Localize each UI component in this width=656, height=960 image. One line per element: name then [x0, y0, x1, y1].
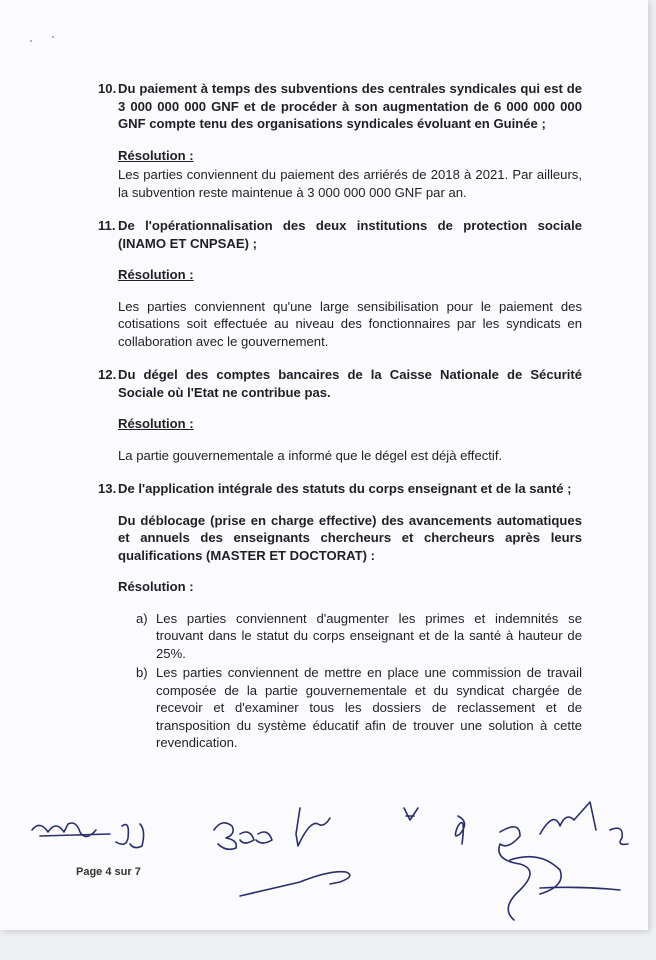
footer-stroke [240, 872, 350, 896]
item-10 [100, 80, 582, 201]
page-number: Page 4 sur 7 [76, 866, 141, 878]
item-13 [100, 480, 582, 752]
scan-speck [52, 36, 54, 38]
document-body [100, 80, 582, 768]
list-item-label: a) [136, 610, 148, 626]
signature-1 [32, 823, 110, 837]
list-item-label: b) [136, 665, 148, 680]
item-12 [100, 366, 582, 464]
item-number: 12. [98, 367, 117, 382]
item-subtitle: Du déblocage (prise en charge effective) des avancements automatiques et annuels des enseignants chercheurs et chercheurs après leurs qualifications (MASTER ET DOCTORAT) : [118, 512, 582, 563]
resolution-text: Les parties conviennent qu'une large sensibilisation pour le paiement des cotisations soit effectuée au niveau des fonctionnaires par les syndicats en collaboration avec le gouvernement. [118, 298, 582, 349]
scan-speck [30, 40, 32, 42]
signature-5 [404, 808, 418, 820]
item-title: De l'opérationnalisation des deux institutions de protection sociale (INAMO ET CNPSAE) ; [118, 218, 582, 251]
resolution-list [136, 610, 582, 752]
signature-4 [296, 808, 330, 846]
signature-6 [455, 816, 464, 844]
margin-mark [610, 828, 628, 844]
item-number: 10. [98, 81, 117, 96]
list-item-text: Les parties conviennent d'augmenter les primes et indemnités se trouvant dans le statut du corps enseignant et de la santé à hauteur de 25%. [156, 610, 582, 661]
item-number: 11. [98, 218, 116, 233]
resolution-label: Résolution : [118, 147, 194, 163]
resolution-label: Résolution : [118, 267, 194, 282]
signature-3 [214, 823, 272, 850]
item-title: Du dégel des comptes bancaires de la Caisse Nationale de Sécurité Sociale où l'Etat ne contribue pas. [118, 367, 582, 400]
list-item [136, 664, 582, 752]
signatures [0, 790, 648, 930]
signature-7 [499, 827, 561, 920]
signature-2 [116, 824, 144, 848]
list-item-text: Les parties conviennent de mettre en place une commission de travail composée de la partie gouvernementale et du syndicat chargée de recevoir et d'examiner tous les dossiers de reclassement et de transposition du système éducatif afin de trouver une solution à cette revendication. [156, 665, 582, 750]
item-title: Du paiement à temps des subventions des centrales syndicales qui est de 3 000 000 000 GNF et de procéder à son augmentation de 6 000 000 000 GNF compte tenu des organisations syndicales évoluant en Guinée ; [118, 81, 582, 131]
resolution-label: Résolution : [118, 579, 194, 594]
resolution-text: Les parties conviennent du paiement des arriérés de 2018 à 2021. Par ailleurs, la subvention reste maintenue à 3 000 000 000 GNF par an. [118, 167, 582, 200]
signature-8 [540, 802, 596, 834]
resolution-label: Résolution : [118, 416, 194, 431]
item-number: 13. [98, 481, 117, 496]
resolution-text: La partie gouvernementale a informé que le dégel est déjà effectif. [118, 447, 503, 463]
list-item [136, 610, 582, 663]
item-11 [100, 217, 582, 350]
item-title: De l'application intégrale des statuts du corps enseignant et de la santé ; [118, 481, 572, 496]
